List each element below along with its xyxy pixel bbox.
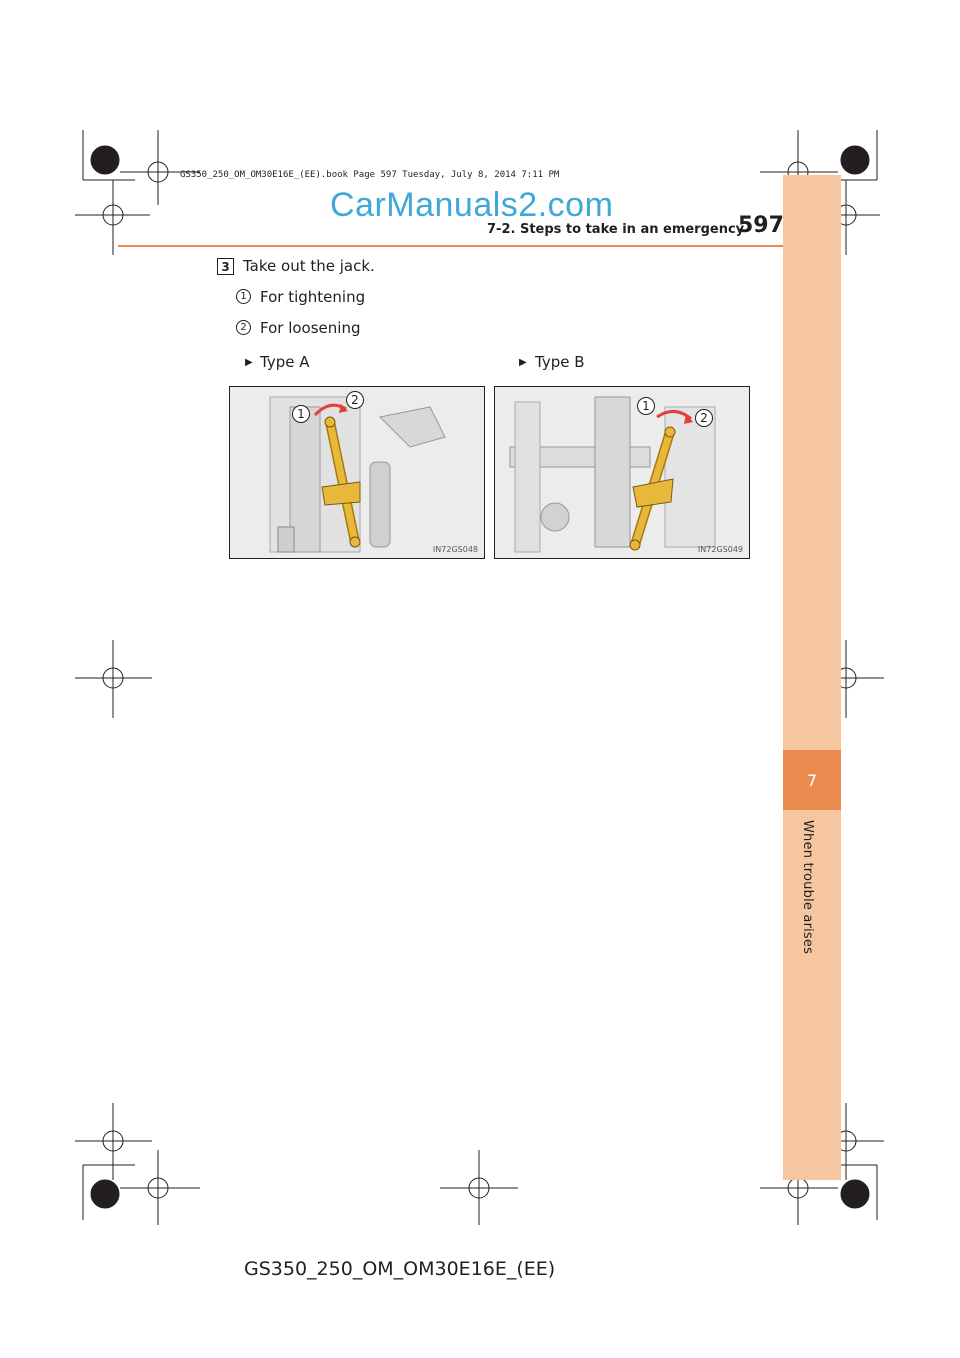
- type-a-label: Type A: [260, 353, 310, 371]
- callout-1-b: 1: [637, 397, 655, 415]
- callout-1-a: 1: [292, 405, 310, 423]
- jack-illustration-a: [230, 387, 484, 558]
- page-number: 597: [738, 213, 784, 238]
- watermark: CarManuals2.com: [330, 186, 614, 224]
- type-b-label: Type B: [535, 353, 585, 371]
- callout-2-a: 2: [346, 391, 364, 409]
- callout-2-b: 2: [695, 409, 713, 427]
- footer-doc-id: GS350_250_OM_OM30E16E_(EE): [244, 1258, 556, 1280]
- figure-type-a: [229, 386, 485, 559]
- chapter-number: 7: [783, 750, 841, 810]
- item-text-loosening: For loosening: [260, 319, 361, 337]
- item-badge-1: 1: [236, 289, 251, 304]
- chapter-title: When trouble arises: [800, 820, 815, 955]
- item-text-tightening: For tightening: [260, 288, 366, 306]
- item-badge-2: 2: [236, 320, 251, 335]
- header-section-title: 7-2. Steps to take in an emergency: [487, 222, 745, 237]
- figure-code-a: IN72GS048: [432, 545, 478, 554]
- step-text: Take out the jack.: [243, 257, 375, 275]
- book-info: GS350_250_OM_OM30E16E_(EE).book Page 597 Tuesday, July 8, 2014 7:11 PM: [180, 170, 560, 180]
- figure-code-b: IN72GS049: [697, 545, 743, 554]
- header-rule: [118, 245, 783, 247]
- triangle-arrow-icon: ▶: [519, 357, 527, 368]
- figure-type-b: [494, 386, 750, 559]
- triangle-arrow-icon: ▶: [245, 357, 253, 368]
- chapter-side-tab: [783, 175, 841, 1180]
- step-number-badge: 3: [217, 258, 234, 275]
